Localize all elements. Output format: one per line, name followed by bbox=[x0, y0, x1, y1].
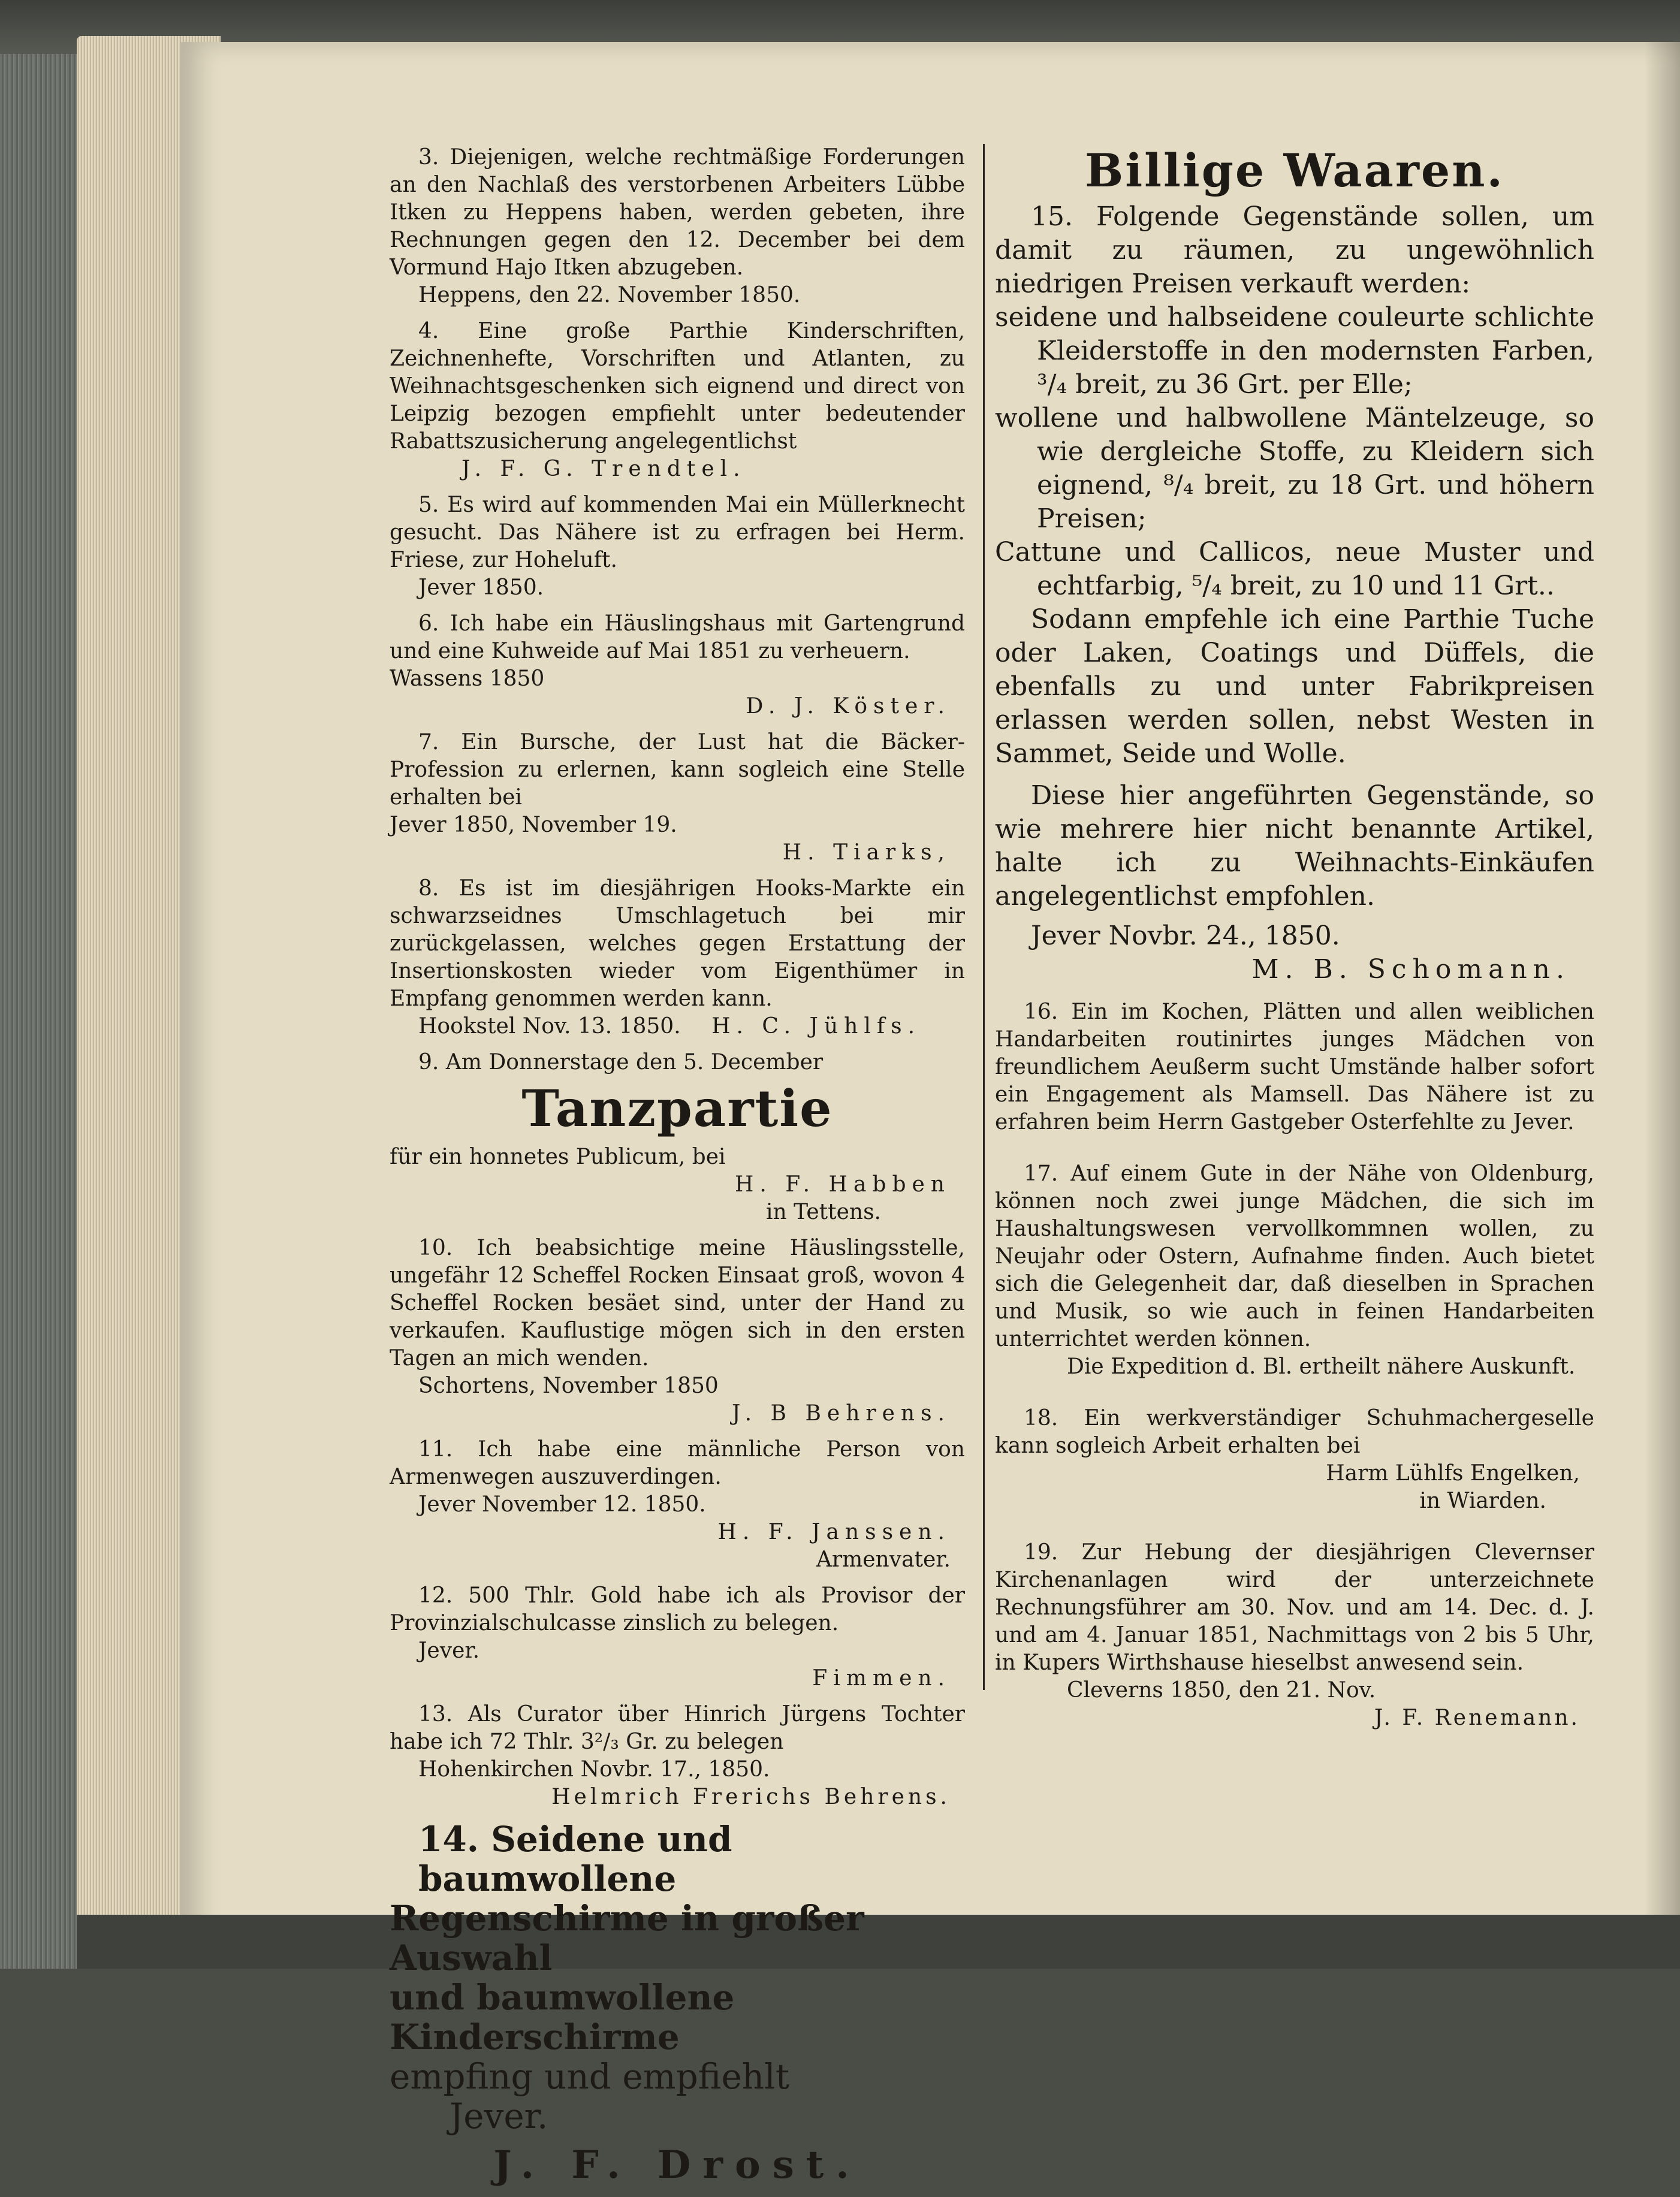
notice-16 bbox=[995, 998, 1594, 1136]
notice-11-signature: H. F. Janssen. bbox=[717, 1520, 951, 1544]
notice-15-closing: Diese hier angeführten Gegenstände, so wie mehrere hier nicht benannte Artikel, halte ich zu Weihnachts-Einkäufen angelegentlichst empfohlen. bbox=[995, 780, 1594, 912]
notice-12 bbox=[390, 1582, 965, 1692]
notice-15 bbox=[995, 144, 1594, 986]
notice-4-signature: J. F. G. Trendtel. bbox=[462, 457, 746, 481]
notice-4 bbox=[390, 318, 965, 483]
notice-3-date: Heppens, den 22. November 1850. bbox=[418, 283, 801, 307]
notice-16-text: 16. Ein im Kochen, Plätten und allen weiblichen Handarbeiten routinirtes junges Mädchen von freundlichem Aeußerm sucht Umstände halber sofort ein Engagement als Mamsell. Das Nähere ist zu erfahren beim Herrn Gastgeber Osterfehlte zu Jever. bbox=[995, 1000, 1594, 1134]
notice-15-item-wool: wollene und halbwollene Mäntelzeuge, so wie dergleiche Stoffe, zu Kleidern sich eignend, ⁸/₄ breit, zu 18 Grt. und höhern Preisen; bbox=[995, 403, 1594, 534]
notice-9-place: in Tettens. bbox=[765, 1200, 881, 1224]
notice-5 bbox=[390, 491, 965, 602]
notice-6-text: 6. Ich habe ein Häuslingshaus mit Gartengrund und eine Kuhweide auf Mai 1851 zu verheuern. bbox=[390, 611, 965, 663]
notice-6-place: Wassens 1850 bbox=[390, 666, 545, 691]
notice-7-signature: H. Tiarks, bbox=[782, 840, 951, 865]
notice-19-date: Cleverns 1850, den 21. Nov. bbox=[1067, 1678, 1376, 1703]
notice-14-line-3: und baumwollene Kinderschirme bbox=[390, 1977, 735, 2057]
notice-15-cloth: Sodann empfehle ich eine Parthie Tuche oder Laken, Coatings und Düffels, die ebenfalls zu und unter Fabrikpreisen erlassen werden sollen, nebst Westen in Sammet, Seide und Wolle. bbox=[995, 604, 1594, 769]
notice-10-date: Schortens, November 1850 bbox=[418, 1374, 719, 1398]
notice-13-signature: Helmrich Frerichs Behrens. bbox=[551, 1785, 951, 1809]
notice-9-subtext: für ein honnetes Publicum, bei bbox=[390, 1145, 726, 1169]
notice-14 bbox=[390, 1819, 965, 2189]
notice-19-signature: J. F. Renemann. bbox=[1374, 1706, 1580, 1730]
notice-3-text: 3. Diejenigen, welche rechtmäßige Forderungen an den Nachlaß des verstorbenen Arbeiters Lübbe Itken zu Heppens haben, werden gebeten, ihre Rechnungen gegen den 12. December bei dem Vormund Hajo Itken abzugeben. bbox=[390, 145, 965, 280]
left-column bbox=[390, 144, 965, 2197]
notice-15-item-silk: seidene und halbseidene couleurte schlichte Kleiderstoffe in den modernsten Farben, ³/₄ breit, zu 36 Grt. per Elle; bbox=[995, 302, 1594, 400]
notice-18 bbox=[995, 1405, 1594, 1515]
notice-14-line-4: empfing und empfiehlt bbox=[390, 2056, 789, 2097]
notice-7-date: Jever 1850, November 19. bbox=[390, 813, 677, 837]
notice-18-place: in Wiarden. bbox=[1419, 1489, 1546, 1513]
notice-3 bbox=[390, 144, 965, 309]
notice-13-text: 13. Als Curator über Hinrich Jürgens Tochter habe ich 72 Thlr. 3²/₃ Gr. zu belegen bbox=[390, 1702, 965, 1754]
notice-17-info: Die Expedition d. Bl. ertheilt nähere Auskunft. bbox=[1067, 1354, 1576, 1379]
notice-17 bbox=[995, 1160, 1594, 1381]
notice-15-date: Jever Novbr. 24., 1850. bbox=[1031, 921, 1340, 951]
notice-11-text: 11. Ich habe eine männliche Person von Armenwegen auszuverdingen. bbox=[390, 1437, 965, 1489]
column-divider bbox=[983, 144, 985, 1690]
notice-15-signature: M. B. Schomann. bbox=[1251, 954, 1570, 985]
notice-7 bbox=[390, 729, 965, 867]
notice-13-date: Hohenkirchen Novbr. 17., 1850. bbox=[418, 1757, 770, 1782]
notice-19 bbox=[995, 1539, 1594, 1732]
notice-8-date bbox=[390, 1013, 965, 1040]
notice-19-text: 19. Zur Hebung der diesjährigen Clevernser Kirchenanlagen wird der unterzeichnete Rechnungsführer am 30. Nov. und am 14. Dec. d. J. und am 4. Januar 1851, Nachmittags von 2 bis 5 Uhr, in Kupers Wirthshause hieselbst anwesend sein. bbox=[995, 1540, 1594, 1675]
scanner-background bbox=[0, 0, 77, 1969]
notice-14-signature: J. F. Drost. bbox=[493, 2142, 861, 2187]
notice-15-intro: 15. Folgende Gegenstände sollen, um damit zu räumen, zu ungewöhnlich niedrigen Preisen verkauft werden: bbox=[995, 201, 1594, 299]
notice-5-date: Jever 1850. bbox=[418, 575, 544, 600]
notice-12-place: Jever. bbox=[418, 1638, 480, 1663]
notice-7-text: 7. Ein Bursche, der Lust hat die Bäcker-Profession zu erlernen, kann sogleich eine Stelle erhalten bei bbox=[390, 730, 965, 810]
notice-8 bbox=[390, 875, 965, 1040]
notice-5-text: 5. Es wird auf kommenden Mai ein Müllerknecht gesucht. Das Nähere ist zu erfragen bei Herm. Friese, zur Hoheluft. bbox=[390, 493, 965, 572]
notice-15-item-cotton: Cattune und Callicos, neue Muster und echtfarbig, ⁵/₄ breit, zu 10 und 11 Grt.. bbox=[995, 537, 1594, 601]
notice-11 bbox=[390, 1436, 965, 1574]
notice-10-signature: J. B Behrens. bbox=[732, 1401, 951, 1426]
notice-9 bbox=[390, 1049, 965, 1226]
notice-18-text: 18. Ein werkverständiger Schuhmachergeselle kann sogleich Arbeit erhalten bei bbox=[995, 1406, 1594, 1458]
notice-14-line-1: 14. Seidene und baumwollene bbox=[418, 1819, 732, 1899]
notice-6 bbox=[390, 610, 965, 720]
notice-8-signature: H. C. Jühlfs. bbox=[711, 1014, 921, 1039]
notice-9-signature: H. F. Habben bbox=[735, 1172, 951, 1197]
notice-9-text: 9. Am Donnerstage den 5. December bbox=[418, 1050, 824, 1075]
notice-17-text: 17. Auf einem Gute in der Nähe von Oldenburg, können noch zwei junge Mädchen, die sich im Haushaltungswesen vervollkommnen wollen, zu Neujahr oder Ostern, Aufnahme finden. Auch bietet sich die Gelegenheit dar, daß dieselben in Sprachen und Musik, so wie auch in feinen Handarbeiten unterrichtet werden können. bbox=[995, 1161, 1594, 1351]
page-shadow bbox=[1644, 42, 1680, 1954]
notice-8-text: 8. Es ist im diesjährigen Hooks-Markte ein schwarzseidnes Umschlagetuch bei mir zurückgelassen, welches gegen Erstattung der Insertionskosten wieder vom Eigenthümer in Empfang genommen werden kann. bbox=[390, 876, 965, 1011]
notice-12-text: 12. 500 Thlr. Gold habe ich als Provisor der Provinzialschulcasse zinslich zu belegen. bbox=[390, 1583, 965, 1635]
notice-8-date-text: Hookstel Nov. 13. 1850. bbox=[418, 1014, 681, 1039]
notice-10-text: 10. Ich beabsichtige meine Häuslingsstelle, ungefähr 12 Scheffel Rocken Einsaat groß, wovon 4 Scheffel Rocken besäet sind, unter der Hand zu verkaufen. Kauflustige mögen sich in den ersten Tagen an mich wenden. bbox=[390, 1236, 965, 1371]
notice-10 bbox=[390, 1235, 965, 1428]
notice-6-signature: D. J. Köster. bbox=[746, 694, 951, 719]
notice-14-place: Jever. bbox=[450, 2096, 548, 2136]
notice-11-date: Jever November 12. 1850. bbox=[418, 1492, 706, 1517]
right-column bbox=[995, 144, 1594, 1740]
notice-15-heading: Billige Waaren. bbox=[1084, 144, 1505, 197]
notice-9-heading: Tanzpartie bbox=[521, 1079, 833, 1138]
notice-12-signature: Fimmen. bbox=[812, 1666, 951, 1691]
notice-14-line-2: Regenschirme in großer Auswahl bbox=[390, 1898, 864, 1978]
notice-4-text: 4. Eine große Parthie Kinderschriften, Zeichnenhefte, Vorschriften und Atlanten, zu Weihnachtsgeschenken sich eignend und direct von Leipzig bezogen empfiehlt unter bedeutender Rabattszusicherung angelegentlichst bbox=[390, 319, 965, 454]
notice-18-signature: Harm Lühlfs Engelken, bbox=[1326, 1461, 1580, 1486]
notice-13 bbox=[390, 1701, 965, 1811]
notice-11-title: Armenvater. bbox=[816, 1547, 951, 1572]
